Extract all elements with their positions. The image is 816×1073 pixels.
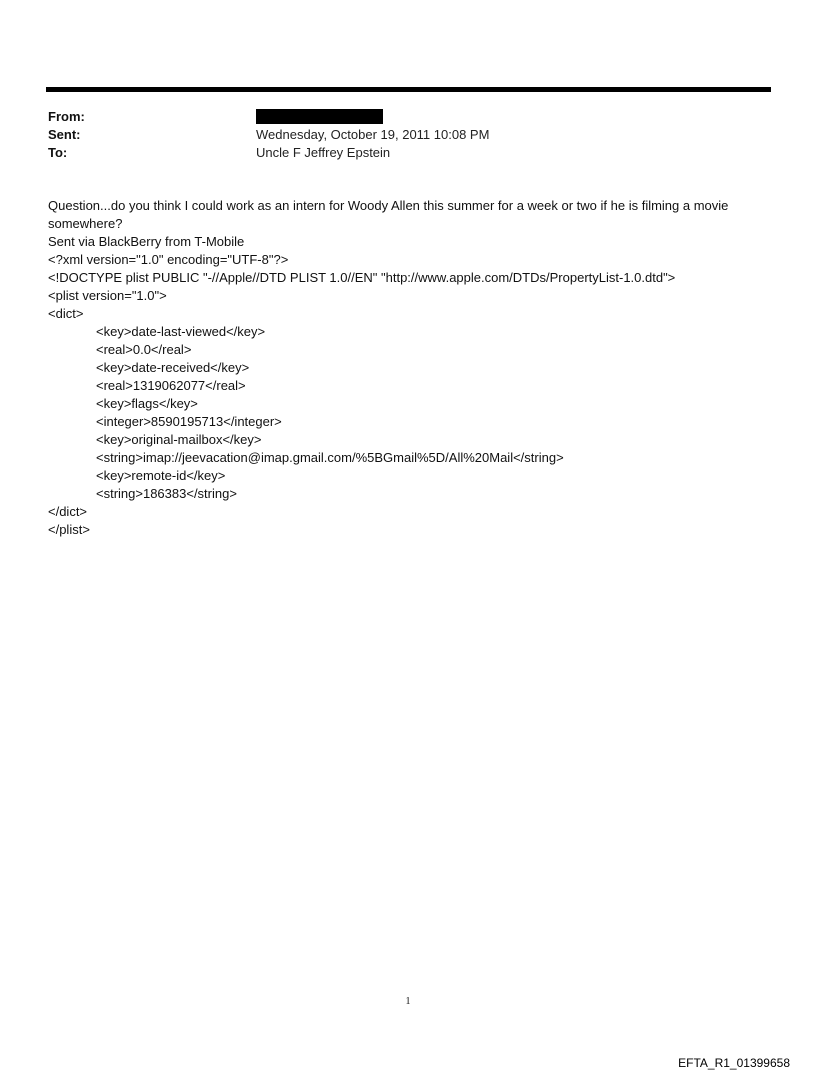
- dict-line: <key>flags</key>: [96, 396, 198, 411]
- sent-row: [48, 126, 748, 144]
- dict-line: <real>0.0</real>: [96, 342, 192, 357]
- doctype-line: <!DOCTYPE plist PUBLIC "-//Apple//DTD PLIST 1.0//EN" "http://www.apple.com/DTDs/PropertyList-1.0.dtd">: [48, 270, 676, 285]
- plist-open: <plist version="1.0">: [48, 288, 167, 303]
- email-header: [48, 108, 748, 162]
- dict-line: <key>remote-id</key>: [96, 468, 226, 483]
- dict-line: <integer>8590195713</integer>: [96, 414, 282, 429]
- dict-close: </dict>: [48, 504, 88, 519]
- to-label: To:: [48, 145, 68, 160]
- redaction-box: [256, 109, 383, 124]
- dict-line: <key>original-mailbox</key>: [96, 432, 262, 447]
- sent-label: Sent:: [48, 127, 81, 142]
- email-body: [48, 197, 772, 539]
- page-number: 1: [405, 996, 411, 1007]
- message-text: Question...do you think I could work as an intern for Woody Allen this summer for a week or two if he is filming a movie somewhere?: [48, 198, 729, 231]
- dict-line: <string>imap://jeevacation@imap.gmail.com/%5BGmail%5D/All%20Mail</string>: [96, 450, 564, 465]
- to-row: [48, 144, 748, 162]
- signature-line: Sent via BlackBerry from T-Mobile: [48, 234, 245, 249]
- dict-line: <key>date-received</key>: [96, 360, 250, 375]
- xml-declaration: <?xml version="1.0" encoding="UTF-8"?>: [48, 252, 289, 267]
- from-label: From:: [48, 109, 85, 124]
- dict-open: <dict>: [48, 306, 84, 321]
- plist-close: </plist>: [48, 522, 90, 537]
- dict-line: <real>1319062077</real>: [96, 378, 246, 393]
- sent-value: Wednesday, October 19, 2011 10:08 PM: [256, 127, 490, 142]
- dict-line: <key>date-last-viewed</key>: [96, 324, 266, 339]
- bates-number: EFTA_R1_01399658: [678, 1056, 790, 1070]
- to-value: Uncle F Jeffrey Epstein: [256, 145, 391, 160]
- dict-line: <string>186383</string>: [96, 486, 237, 501]
- from-row: [48, 108, 748, 126]
- header-rule: [46, 87, 771, 92]
